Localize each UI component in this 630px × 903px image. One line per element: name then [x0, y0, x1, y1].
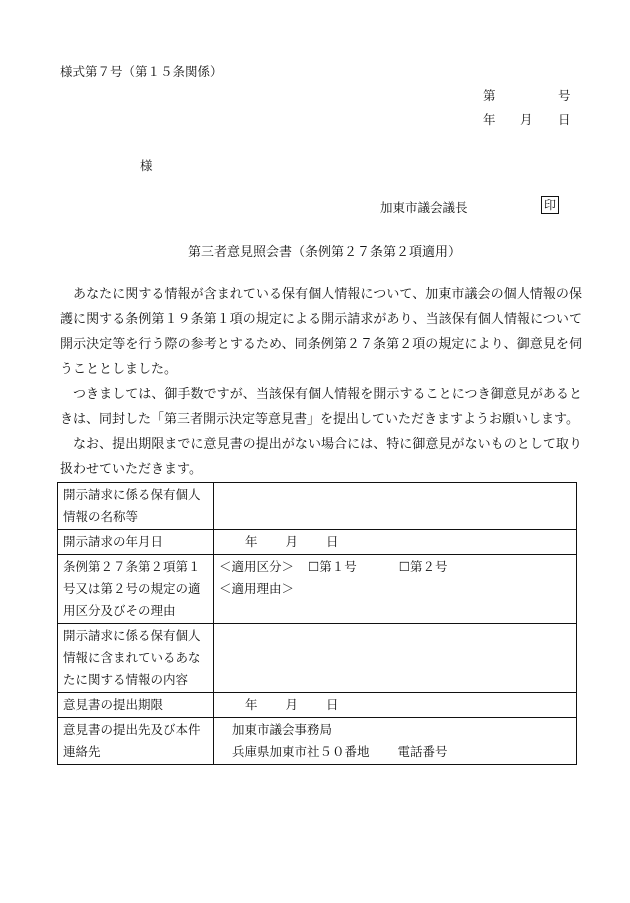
date-month: 月 [520, 112, 533, 127]
paragraph-3: なお、提出期限までに意見書の提出がない場合には、特に御意見がないものとして取り扱わせていただきます。 [60, 437, 582, 477]
form-number: 様式第７号（第１５条関係） [60, 64, 223, 79]
table-row [58, 718, 577, 765]
sender-title: 加東市議会議長 [380, 200, 468, 215]
request-month: 月 [285, 534, 299, 549]
table-row [58, 530, 577, 555]
date-day: 日 [558, 112, 571, 127]
paragraph-2: つきましては、御手数ですが、当該保有個人情報を開示することにつき御意見があるときは、同封した「第三者開示決定等意見書」を提出していただきますようお願いします。 [60, 387, 582, 427]
row-label-document-name: 開示請求に係る保有個人 情報の名称等 [58, 483, 214, 530]
contact-phone-label: 電話番号 [397, 744, 448, 759]
seal-mark [541, 196, 559, 214]
deadline-day: 日 [326, 697, 339, 712]
option-2-checkbox: ☐第２号 [398, 559, 448, 574]
doc-number-prefix: 第 [483, 88, 496, 103]
date-year: 年 [483, 112, 496, 127]
row-label-submission-contact: 意見書の提出先及び本件 連絡先 [58, 718, 214, 765]
row-value-applicable-category [214, 555, 577, 624]
row-label-applicable-category: 条例第２７条第２項第１ 号又は第２号の規定の適 用区分及びその理由 [58, 555, 214, 624]
paragraph-1: あなたに関する情報が含まれている保有個人情報について、加東市議会の個人情報の保護に関する条例第１９条第１項の規定による開示請求があり、当該保有個人情報について開示決定等を行う際の参考とするため、同条例第２７条第２項の規定により、御意見を伺うこととしました。 [60, 287, 582, 377]
row-value-submission-deadline [214, 693, 577, 718]
row-label-information-content: 開示請求に係る保有個人 情報に含まれているあな たに関する情報の内容 [58, 624, 214, 693]
request-year: 年 [245, 534, 258, 549]
row-label-submission-deadline: 意見書の提出期限 [58, 693, 214, 718]
table-row [58, 624, 577, 693]
seal-label: 印 [541, 196, 559, 214]
row-value-request-date [214, 530, 577, 555]
option-1-checkbox: ☐第１号 [308, 559, 357, 574]
deadline-year: 年 [245, 697, 258, 712]
contact-address: 兵庫県加東市社５０番地 [232, 744, 370, 759]
contact-office: 加東市議会事務局 [232, 722, 333, 737]
doc-number-suffix: 号 [558, 88, 571, 103]
document-title: 第三者意見照会書（条例第２７条第２項適用） [188, 245, 462, 260]
deadline-month: 月 [285, 697, 299, 712]
row-value-submission-contact [214, 718, 577, 765]
row-label-request-date: 開示請求の年月日 [58, 530, 214, 555]
contact-address-line [232, 741, 571, 763]
row-value-information-content [214, 624, 577, 693]
table-row [58, 693, 577, 718]
reason-label: ＜適用理由＞ [219, 581, 295, 596]
row-value-document-name [214, 483, 577, 530]
table-row [58, 555, 577, 624]
request-day: 日 [326, 534, 339, 549]
category-line [219, 556, 571, 578]
info-table [57, 482, 577, 765]
category-label: ＜適用区分＞ [219, 559, 295, 574]
addressee-suffix: 様 [140, 158, 153, 173]
table-row [58, 483, 577, 530]
